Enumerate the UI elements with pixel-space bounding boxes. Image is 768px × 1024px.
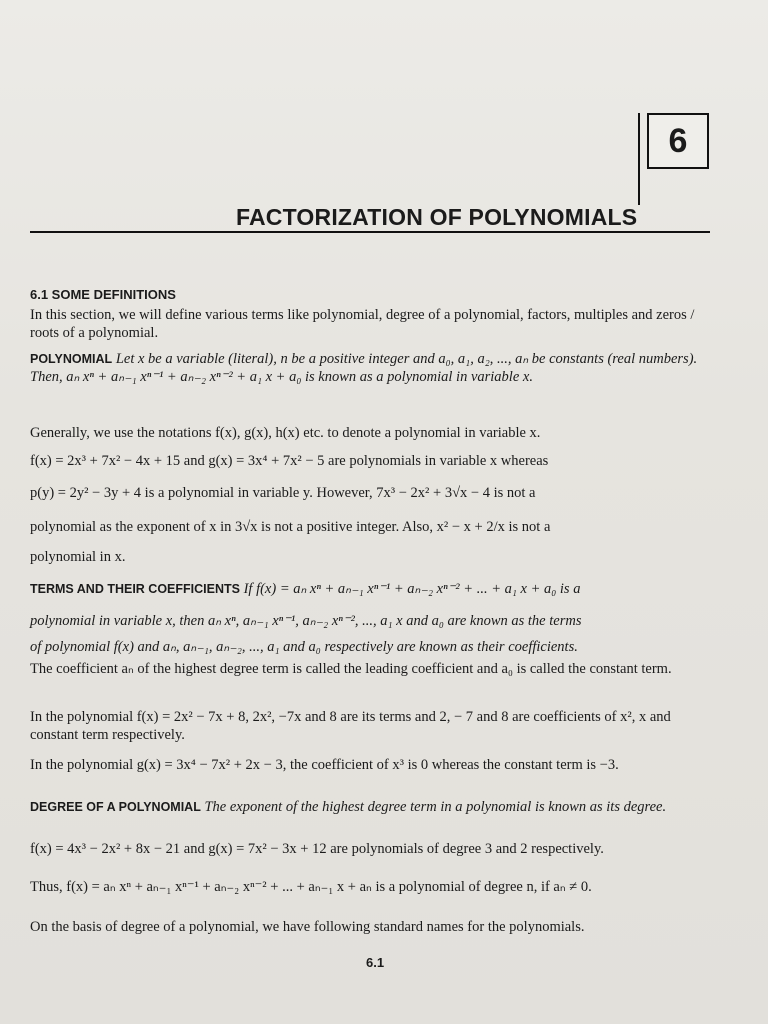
chapter-number-box: [647, 113, 709, 169]
terms-text-2: polynomial in variable x, then aₙ xⁿ, aₙ₋₁ xⁿ⁻¹, aₙ₋₂ xⁿ⁻², ..., a₁ x and a₀ are known as the terms: [30, 613, 582, 629]
degree-label: DEGREE OF A POLYNOMIAL: [30, 800, 201, 814]
example-line-1: f(x) = 2x³ + 7x² − 4x + 15 and g(x) = 3x⁴ + 7x² − 5 are polynomials in variable x whereas: [30, 453, 549, 469]
polynomial-label: POLYNOMIAL: [30, 352, 113, 366]
coefficient-example: In the polynomial g(x) = 3x⁴ − 7x² + 2x − 3, the coefficient of x³ is 0 whereas the constant term is −3.: [30, 757, 619, 773]
polynomial-text: Let x be a variable (literal), n be a positive integer and a₀, a₁, a₂, ..., aₙ be constants (real numbers). Then, aₙ xⁿ + aₙ₋₁ xⁿ⁻¹ + aₙ₋₂ xⁿ⁻² + a₁ x + a₀ is known as a polynomial in variable x.: [30, 351, 698, 385]
terms-example: In the polynomial f(x) = 2x² − 7x + 8, 2x², −7x and 8 are its terms and 2, − 7 and 8 are coefficients of x², x and constant term respectively.: [30, 709, 671, 743]
terms-text-1: If f(x) = aₙ xⁿ + aₙ₋₁ xⁿ⁻¹ + aₙ₋₂ xⁿ⁻² + ... + a₁ x + a₀ is a: [243, 581, 581, 597]
section-heading: 6.1 SOME DEFINITIONS: [30, 287, 176, 302]
chapter-title: FACTORIZATION OF POLYNOMIALS: [236, 204, 638, 230]
chapter-number: 6: [668, 121, 688, 160]
example-line-3: polynomial as the exponent of x in 3√x is not a positive integer. Also, x² − x + 2/x is not a: [30, 519, 551, 535]
example-line-4: polynomial in x.: [30, 549, 126, 565]
notation-text: Generally, we use the notations f(x), g(x), h(x) etc. to denote a polynomial in variable x.: [30, 425, 541, 441]
basis-text: On the basis of degree of a polynomial, we have following standard names for the polynomials.: [30, 919, 585, 935]
intro-paragraph: In this section, we will define various terms like polynomial, degree of a polynomial, factors, multiples and zeros / roots of a polynomial.: [30, 307, 695, 341]
thus-text: Thus, f(x) = aₙ xⁿ + aₙ₋₁ xⁿ⁻¹ + aₙ₋₂ xⁿ⁻² + ... + aₙ₋₁ x + aₙ is a polynomial of degree n, if aₙ ≠ 0.: [30, 879, 592, 895]
degree-definition: [30, 798, 720, 816]
terms-definition: [30, 580, 720, 598]
terms-text-3: of polynomial f(x) and aₙ, aₙ₋₁, aₙ₋₂, ..., a₁ and a₀ respectively are known as their coefficients.: [30, 639, 578, 655]
degree-text: The exponent of the highest degree term in a polynomial is known as its degree.: [204, 799, 667, 815]
terms-label: TERMS AND THEIR COEFFICIENTS: [30, 582, 240, 596]
leading-coefficient-text: The coefficient aₙ of the highest degree term is called the leading coefficient and a₀ is called the constant term.: [30, 661, 672, 677]
title-underline: [30, 231, 710, 233]
example-line-2: p(y) = 2y² − 3y + 4 is a polynomial in variable y. However, 7x³ − 2x² + 3√x − 4 is not a: [30, 485, 536, 501]
polynomial-definition: [30, 350, 720, 386]
degree-example: f(x) = 4x³ − 2x² + 8x − 21 and g(x) = 7x² − 3x + 12 are polynomials of degree 3 and 2 respectively.: [30, 841, 604, 857]
page-number: 6.1: [366, 955, 385, 970]
chapter-rule: [638, 113, 640, 205]
